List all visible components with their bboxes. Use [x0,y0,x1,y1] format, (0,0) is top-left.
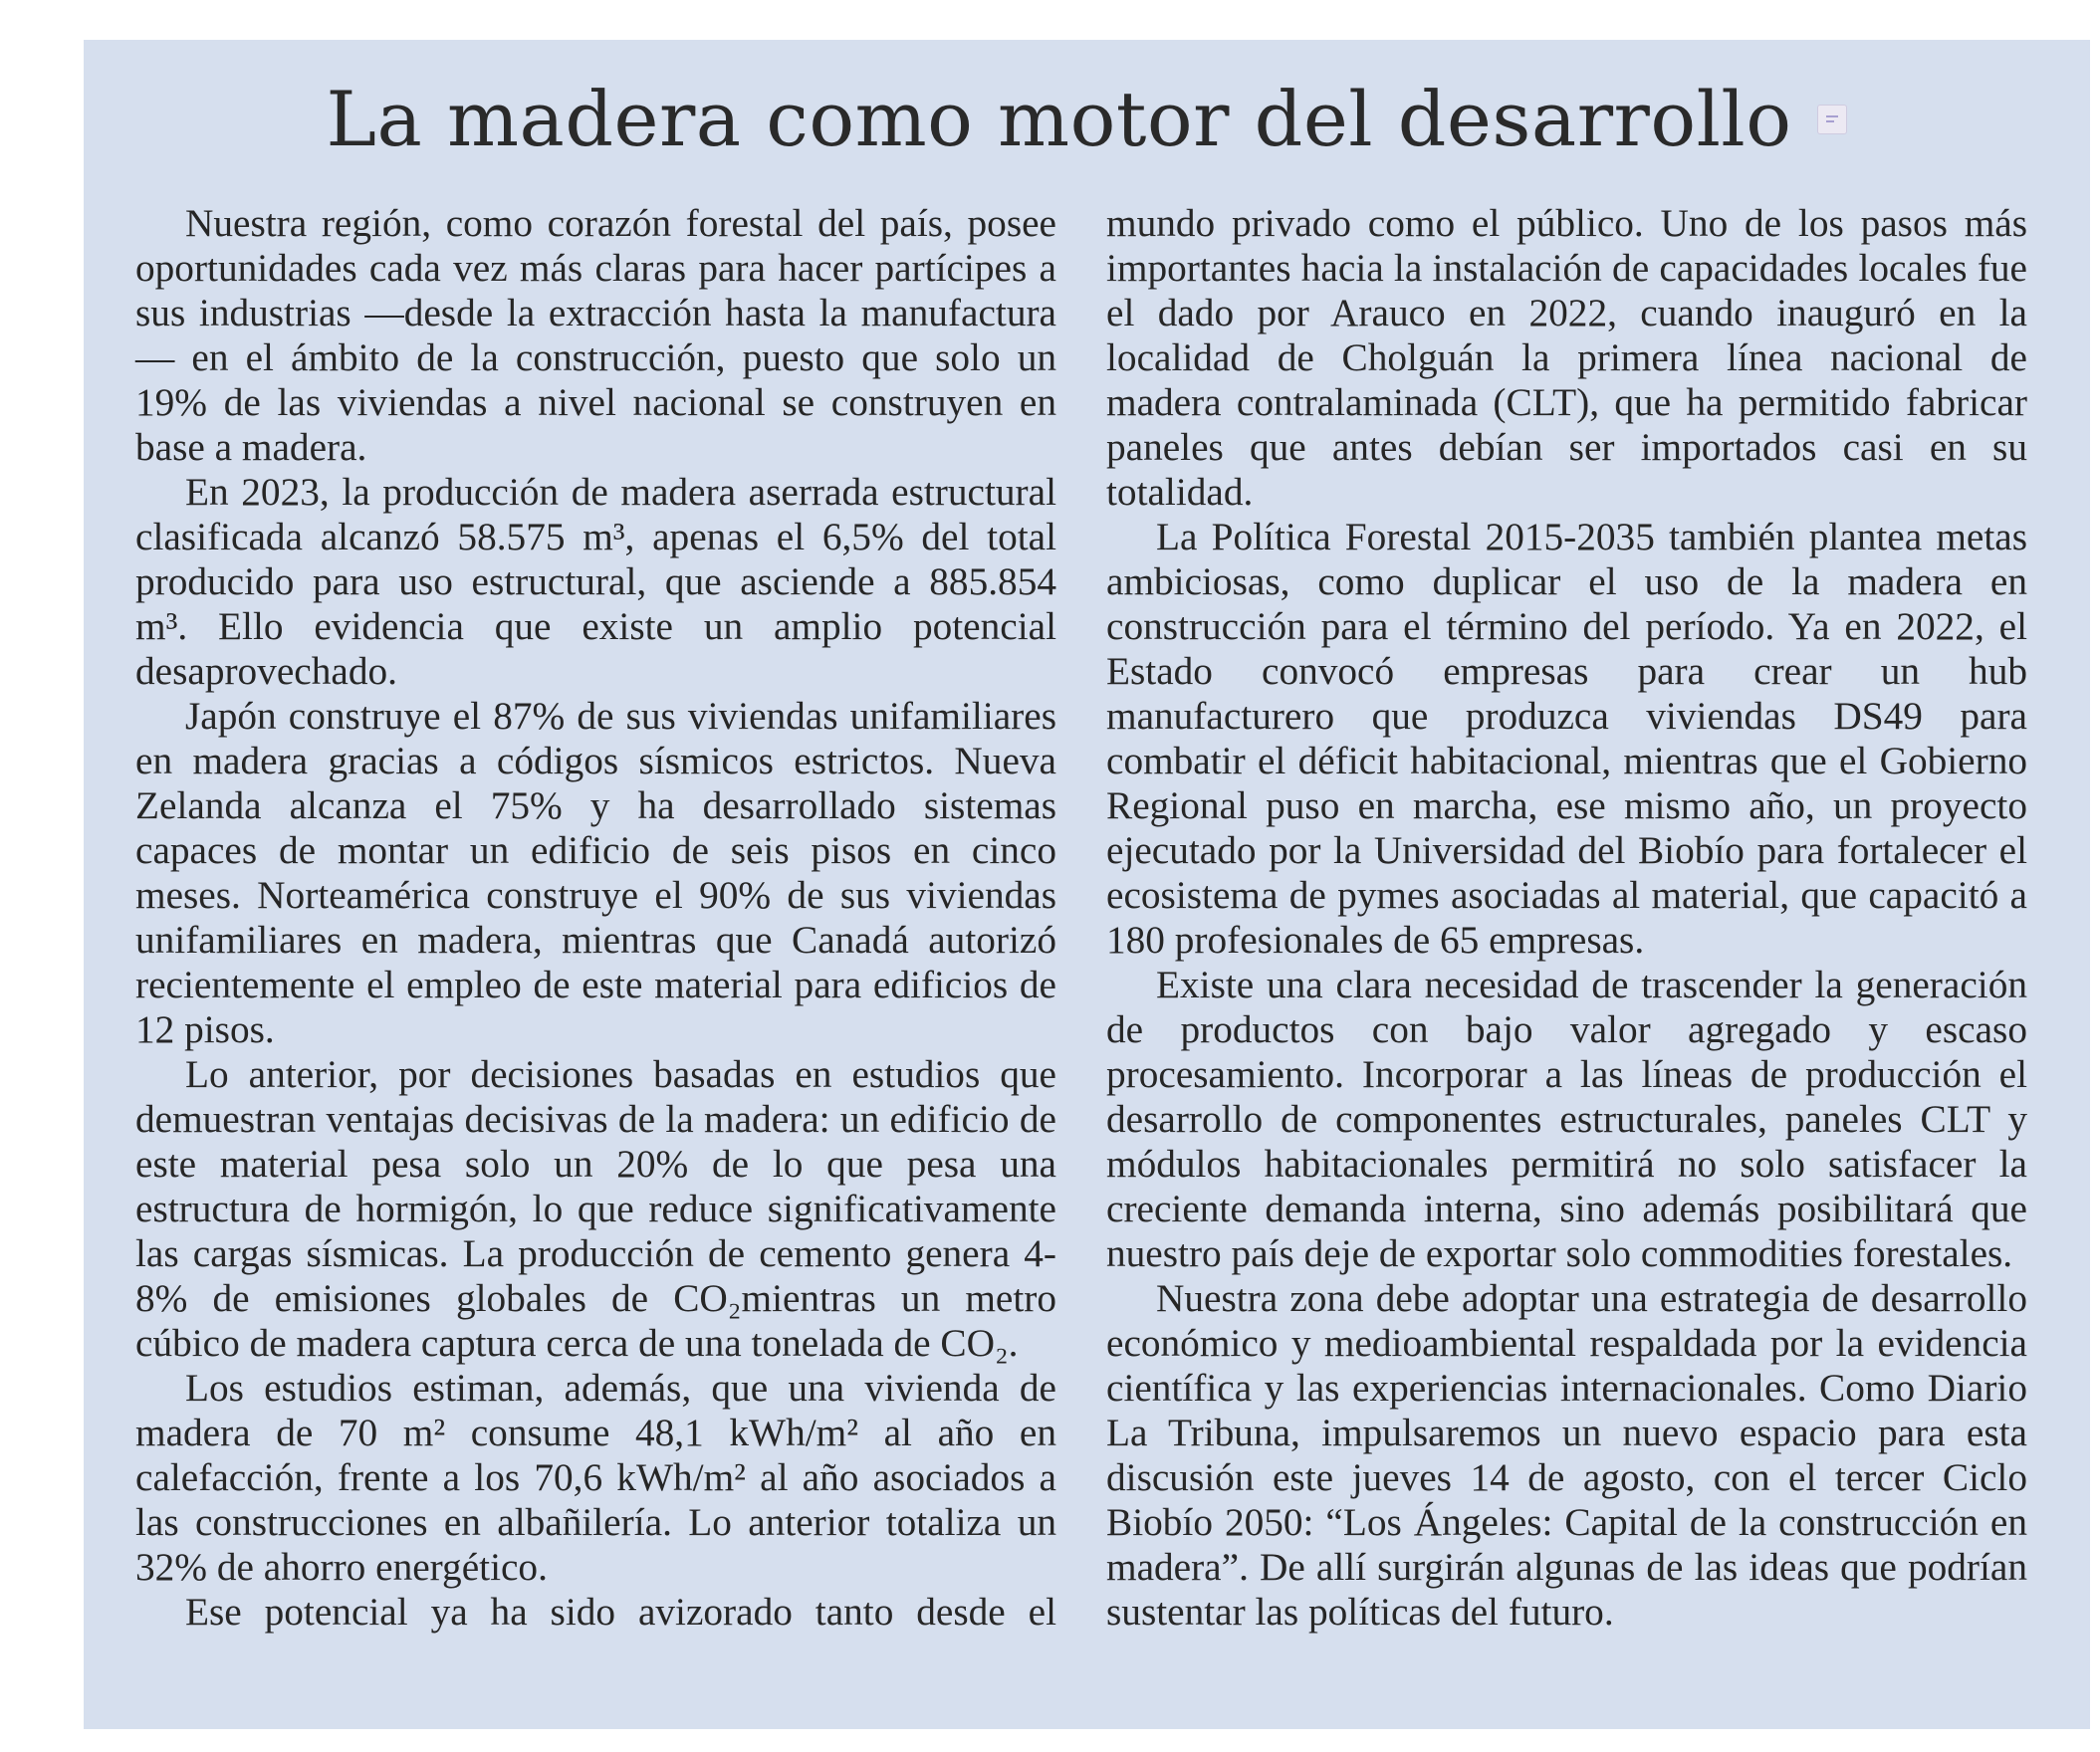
editorial-panel [84,40,2090,1729]
article-title [84,75,2090,163]
note-icon[interactable] [1817,105,1847,134]
paragraph: Japón construye el 87% de sus viviendas unifamiliares en madera gracias a códigos sísmicos estrictos. Nueva Zelanda alcanza el 75% y ha desarrollado sistemas capaces de montar un edificio de seis pisos en cinco meses. Norteamérica construye el 90% de sus viviendas unifamiliares en madera, mientras que Canadá autorizó recientemente el empleo de este material para edificios de 12 pisos. [135,694,1056,1051]
article-title-text: La madera como motor del desarrollo [326,75,1792,163]
paragraph: Existe una clara necesidad de trascender la generación de productos con bajo valor agregado y escaso procesamiento. Incorporar a las líneas de producción el desarrollo de componentes estructurales, paneles CLT y módulos habitacionales permitirá no solo satisfacer la creciente demanda interna, sino además posibilitará que nuestro país deje de exportar solo commodities forestales. [1106,963,2027,1275]
paragraph: Nuestra región, como corazón forestal del país, posee oportunidades cada vez más claras para hacer partícipes a sus industrias —desde la extracción hasta la manufactura— en el ámbito de la construcción, puesto que solo un 19% de las viviendas a nivel nacional se construyen en base a madera. [135,201,1056,469]
paragraph: Lo anterior, por decisiones basadas en estudios que demuestran ventajas decisivas de la madera: un edificio de este material pesa solo un 20% de lo que pesa una estructura de hormigón, lo que reduce significativamente las cargas sísmicas. La producción de cemento genera 4-8% de emisiones globales de CO₂mientras un metro cúbico de madera captura cerca de una tonelada de CO₂. [135,1052,1056,1365]
paragraph-continuation: mundo privado como el público. Uno de los pasos más importantes hacia la instalación de capacidades locales fue el dado por Arauco en 2022, cuando inauguró en la localidad de Cholguán la primera línea nacional de madera contralaminada (CLT), que ha permitido fabricar paneles que antes debían ser importados casi en su totalidad. [1106,201,2027,514]
article-column-right [1106,201,2027,1635]
paragraph: Ese potencial ya ha sido avizorado tanto desde el [185,1590,1056,1634]
paragraph: La Política Forestal 2015-2035 también plantea metas ambiciosas, como duplicar el uso de la madera en construcción para el término del período. Ya en 2022, el Estado convocó empresas para crear un hub manufacturero que produzca viviendas DS49 para combatir el déficit habitacional, mientras que el Gobierno Regional puso en marcha, ese mismo año, un proyecto ejecutado por la Universidad del Biobío para fortalecer el ecosistema de pymes asociadas al material, que capacitó a 180 profesionales de 65 empresas. [1106,515,2027,962]
paragraph: En 2023, la producción de madera aserrada estructural clasificada alcanzó 58.575 m³, apenas el 6,5% del total producido para uso estructural, que asciende a 885.854 m³. Ello evidencia que existe un amplio potencial desaprovechado. [135,470,1056,693]
article-column-left [135,201,1056,1635]
paragraph: Los estudios estiman, además, que una vivienda de madera de 70 m² consume 48,1 kWh/m² al año en calefacción, frente a los 70,6 kWh/m² al año asociados a las construcciones en albañilería. Lo anterior totaliza un 32% de ahorro energético. [135,1366,1056,1589]
paragraph: Nuestra zona debe adoptar una estrategia de desarrollo económico y medioambiental respaldada por la evidencia científica y las experiencias internacionales. Como Diario La Tribuna, impulsaremos un nuevo espacio para esta discusión este jueves 14 de agosto, con el tercer Ciclo Biobío 2050: “Los Ángeles: Capital de la construcción en madera”. De allí surgirán algunas de las ideas que podrían sustentar las políticas del futuro. [1106,1276,2027,1634]
